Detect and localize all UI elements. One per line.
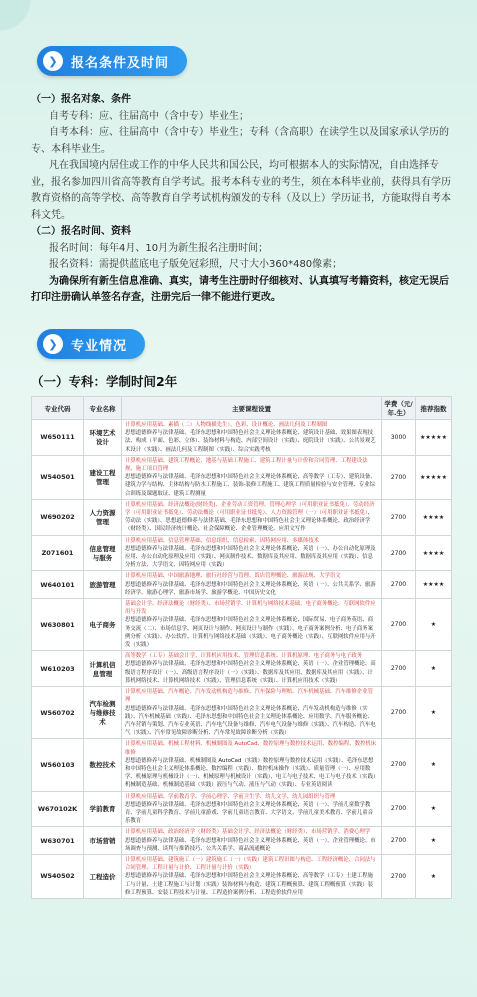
header-courses: 主要课程设置 bbox=[122, 397, 382, 420]
major-rating: ★★★★★ bbox=[416, 455, 452, 499]
core-courses: 计算机应用基础、信息管理基础、信息组织、信息检索、因特网应用、多媒体技术 bbox=[125, 537, 320, 544]
major-courses bbox=[122, 827, 382, 855]
table-header-row bbox=[32, 397, 452, 420]
other-courses: 思想道德修养与法律基础、毛泽东思想和中国特色社会主义理论体系概论、汽车发动机构造与维修（实践）、汽车机械基础（实践）、毛泽东思想和中国特色社会主义理论体系概论、应用数学、汽车服务概论、汽车营销与策划、汽车专业英语、汽车电气设备与维修、汽车电气设备与维修（实践）、汽车构造、汽车电气（实践）、汽车常见故障诊断分析、汽车常见故障诊断分析（实践） bbox=[125, 705, 376, 737]
major-courses bbox=[122, 854, 382, 898]
major-name: 环境艺术设计 bbox=[84, 420, 122, 456]
major-name: 电子商务 bbox=[84, 599, 122, 651]
major-courses bbox=[122, 687, 382, 739]
major-rating: ★★★★ bbox=[416, 571, 452, 599]
major-code: Z071601 bbox=[32, 535, 84, 571]
table-row bbox=[32, 535, 452, 571]
other-courses: 思想道德修养与法律基础、毛泽东思想和中国特色社会主义理论体系概论、英语（一）、企业管理概论、高级语言程序设计（一）、高级语言程序设计（一）（实践）、数据库及其应用、数据库及其应用（实践）、计算机网络技术、计算机网络技术（实践）、管理信息系统（实践）、计算机应用技术（实践） bbox=[125, 661, 376, 684]
text-zhuanke-eligibility: 自考专科：应、往届高中（含中专）毕业生； bbox=[49, 110, 249, 122]
core-courses: 计算机应用基础、素描（二）人物线描先生）、色彩、设计概论、画法几何及工程制图 bbox=[125, 422, 328, 428]
table-row bbox=[32, 791, 452, 827]
major-code: W630801 bbox=[32, 599, 84, 651]
major-fee: 2700 bbox=[382, 651, 416, 687]
subheading-eligibility: （一）报名对象、条件 bbox=[31, 94, 131, 105]
core-courses: 计算机应用基础、经济法概论(财经类)、企业劳动工资管理、管理心理学（可用职业证书抵免）、劳动经济学（可用职业证书抵免）、劳动法概论（可用职业证书抵免）、人力资源管理（一）（可用职业证书抵免） bbox=[125, 501, 375, 517]
core-courses: 计算机应用基础、学前教育学、学前心理学、学前卫生学、幼儿文学、幼儿园组织与管理 bbox=[125, 793, 336, 800]
major-name: 学前教育 bbox=[84, 791, 122, 827]
major-fee: 2700 bbox=[382, 687, 416, 739]
major-rating: ★ bbox=[416, 651, 452, 687]
major-code: W610203 bbox=[32, 651, 84, 687]
chevron-right-icon: ❯ bbox=[43, 334, 63, 354]
other-courses: 思想道德修养与法律基础、毛泽东思想和中国特色社会主义理论体系概论、高等数学（工专）土建工程施工与计量、土建工程施工与计划（实践）装饰材料与构造、建筑工程概预算、建筑工程概预算（实践）装修工程预算、安装工程技术与计量、工程造价案例分析、工程造价软件应用 bbox=[125, 873, 373, 896]
other-courses: 思想道德修养与法律基础、机械制图及 AutoCad（实践）数控原理与数控技术运用（实践）、毛泽东思想和中国特色社会主义理论体系概论、数控编程（实践）、数控机床操作（实践）、质量管理（一）、应用数学、机械原理与机械设计（一）、机械原理与机械设计（实践）、电工与电子技术、电工与电子技术（实践）机械制造基础、机械制造基础（实践）液压与气动、液压与气动（实践）、专业英语阅读 bbox=[125, 757, 376, 789]
header-fee: 学费（元/年.生） bbox=[382, 397, 416, 420]
other-courses: 思想道德修养与法律基础、毛泽东思想和中国特色社会主义理论体系概论、国际贸易、电子商务英语、商务交流（二）、市场信息学、网页设计与制作、网页设计与制作（实践）、电子商务案例分析、电子商务案例分析（实践）、办公软件、计算机与网络技术基础（实践）、电子商务概论（实践）、互联网软件应用与开发（实践） bbox=[125, 617, 376, 649]
major-rating: ★ bbox=[416, 687, 452, 739]
table-row bbox=[32, 571, 452, 599]
core-courses: 基础会计学、经济法概论（财经类）、市场营销学、计算机与网络技术基础、电子商务概论、互联网软件应用与开发 bbox=[125, 601, 376, 616]
major-code: W650111 bbox=[32, 420, 84, 456]
major-code: W670102K bbox=[32, 791, 84, 827]
major-rating: ★ bbox=[416, 599, 452, 651]
corner-decoration bbox=[0, 0, 100, 40]
major-name: 汽车检测与维修技术 bbox=[84, 687, 122, 739]
major-rating: ★★★★★ bbox=[416, 420, 452, 456]
table-row bbox=[32, 599, 452, 651]
zhuanke-title: （一）专科：学制时间2年 bbox=[31, 374, 178, 389]
section-title-conditions: 报名条件及时间 bbox=[71, 55, 170, 71]
major-courses bbox=[122, 499, 382, 535]
header-rating: 推荐指数 bbox=[416, 397, 452, 420]
other-courses: 思想道德修养与法律基础、毛泽东思想和中国特色社会主义理论体系概论、英语（一）、公共关系学、旅游经济学、旅游心理学、旅游市场学、旅游学概论、中国历史文化 bbox=[125, 581, 376, 596]
major-name: 市场营销 bbox=[84, 827, 122, 855]
major-courses bbox=[122, 535, 382, 571]
other-courses: 思想道德修养与法律基础、毛泽东思想和中国特色社会主义理论体系概论、英语（一）、学前儿童数学教育、学前儿童科学教育、学前儿童游戏、学前儿童语言教育、大学语文、学前儿童美术教育、学前儿童音乐教育 bbox=[125, 801, 373, 825]
major-courses bbox=[122, 571, 382, 599]
major-fee: 2700 bbox=[382, 499, 416, 535]
major-rating: ★ bbox=[416, 854, 452, 898]
other-courses: 思想道德修养与法律基础、毛泽东思想和中国特色社会主义理论体系概论、高等数学（工专）、建筑设备、建筑力学与结构、主体结构与防水工程施工、装饰-装修工程施工、建筑工程质量检验与安全管理、专业综合训练及课题取证、建筑工程测量 bbox=[125, 474, 376, 497]
major-rating: ★ bbox=[416, 739, 452, 791]
section-title-majors: 专业情况 bbox=[71, 338, 128, 354]
major-code: W690202 bbox=[32, 499, 84, 535]
major-rating: ★★★★ bbox=[416, 535, 452, 571]
text-registration-materials: 报名资料：需提供蓝底电子版免冠彩照，尺寸大小360*480像素； bbox=[49, 259, 343, 270]
major-fee: 2700 bbox=[382, 854, 416, 898]
table-row bbox=[32, 854, 452, 898]
major-courses bbox=[122, 420, 382, 456]
text-eligibility-detail: 凡在我国境内居住或工作的中华人民共和国公民，均可根据本人的实际情况，自由选择专业，报名参加四川省高等教育自学考试。报考本科专业的考生，须在本科毕业前，获得具有学历教育资格的高等学校、高等教育自学考试机构颁发的专科（及以上）学历证书，方能取得自考本科文凭。 bbox=[31, 160, 451, 221]
major-fee: 3000 bbox=[382, 420, 416, 456]
major-name: 人力资源管理 bbox=[84, 499, 122, 535]
major-name: 建设工程管理 bbox=[84, 455, 122, 499]
major-courses bbox=[122, 651, 382, 687]
major-courses bbox=[122, 599, 382, 651]
text-registration-time: 报名时间：每年4月、10月为新生报名注册时间； bbox=[49, 242, 269, 254]
subheading-time-materials: （二）报名时间、资料 bbox=[31, 226, 131, 237]
major-code: W640101 bbox=[32, 571, 84, 599]
major-fee: 2700 bbox=[382, 739, 416, 791]
major-code: W630701 bbox=[32, 827, 84, 855]
table-row bbox=[32, 651, 452, 687]
table-row bbox=[32, 455, 452, 499]
header-name: 专业名称 bbox=[84, 397, 122, 420]
core-courses: 计算机应用基础、建筑工程概论、地基与基础工程施工、建筑工程计量与计价和合同管理、工程建设法规、施工项目管理 bbox=[125, 457, 368, 473]
major-courses bbox=[122, 455, 382, 499]
header-code: 专业代码 bbox=[32, 397, 84, 420]
major-name: 工程造价 bbox=[84, 854, 122, 898]
major-name: 计算机信息管理 bbox=[84, 651, 122, 687]
table-row bbox=[32, 499, 452, 535]
major-name: 信息管理与服务 bbox=[84, 535, 122, 571]
text-registration-notice: 为确保所有新生信息准确、真实，请考生注册时仔细核对、认真填写考籍资料，核定无误后打印注册确认单签名存查，注册完后一律不能进行更改。 bbox=[31, 275, 449, 303]
major-courses bbox=[122, 739, 382, 791]
core-courses: 计算机应用基础、政治经济学（财经类）基础会计学、经济法概论（财经类）、市场营销学、消费心理学 bbox=[125, 829, 371, 836]
table-row bbox=[32, 739, 452, 791]
core-courses: 计算机应用基础、中国旅游地理、旅行社经营与管理、饭店管理概论、旅游法规、大学语文 bbox=[125, 573, 341, 580]
major-rating: ★ bbox=[416, 827, 452, 855]
core-courses: 计算机应用基础、机械工程材料、机械制图及 AutoCad、数控原理与数控技术运用、数控编程、数控机床维修 bbox=[125, 741, 377, 756]
section-header-conditions bbox=[37, 46, 187, 76]
major-fee: 2700 bbox=[382, 791, 416, 827]
major-fee: 2700 bbox=[382, 571, 416, 599]
major-code: W560103 bbox=[32, 739, 84, 791]
other-courses: 思想道德修养与法律基础、毛泽东思想和中国特色社会主义理论体系概论、英语（一）、企业管理概论、市场调查与预测、谈判与推销技巧、公共关系学、商品流通概论 bbox=[125, 837, 376, 852]
core-courses: 计算机应用基础、汽车概论、汽车发动机构造与维修、汽车保险与理赔、汽车机械基础、汽车维修企业管理 bbox=[125, 689, 373, 704]
major-rating: ★★★★ bbox=[416, 499, 452, 535]
major-fee: 2700 bbox=[382, 455, 416, 499]
major-code: W540501 bbox=[32, 455, 84, 499]
table-row bbox=[32, 687, 452, 739]
major-name: 旅游管理 bbox=[84, 571, 122, 599]
major-code: W540502 bbox=[32, 854, 84, 898]
table-row bbox=[32, 420, 452, 456]
other-courses: 思想道德修养与法律基础、毛泽东思想和中国特色社会主义理论体系概论、建筑设计基础、效果图表现技法、构成（平面、色彩、立体）、装饰材料与构造、内部空间设计（实践）、庭院设计（实践）、公共景观艺术设计（实践）、画法几何及工程制图（实践）、综合实践考核 bbox=[125, 430, 376, 453]
major-rating: ★ bbox=[416, 791, 452, 827]
section-header-majors bbox=[37, 329, 145, 359]
core-courses: 高等数学（工专）基础会计学、计算机应用技术、管理信息系统、计算机原理、电子商务与电子政务 bbox=[125, 653, 363, 660]
major-fee: 2700 bbox=[382, 827, 416, 855]
core-courses: 计算机应用基础、建筑施工（一）建筑施工（一）（实践）建筑工程识图与构造、工程经济概论、合同法与合同管理、工程计量与计价、工程计量与计价（实践） bbox=[125, 856, 376, 872]
major-code: W560702 bbox=[32, 687, 84, 739]
conditions-block bbox=[31, 92, 451, 307]
major-fee: 2700 bbox=[382, 535, 416, 571]
majors-table bbox=[31, 396, 452, 899]
chevron-right-icon: ❯ bbox=[43, 51, 63, 71]
major-name: 数控技术 bbox=[84, 739, 122, 791]
other-courses: 、劳动法（实践）、思想道德修养与法律基础、毛泽东思想和中国特色社会主义理论体系概论、政治经济学（财经类）、国民经济统计概论、社会保障概论、企业管理概论、应用文写作 bbox=[125, 510, 373, 533]
other-courses: 思想道德修养与法律基础、毛泽东思想和中国特色社会主义理论体系概论、英语（一）、办公自动化原理及应用、办公自动化原理及应用（实践）、网页制作技术、数据库及其应用、数据库及其应用（实践）、信息分析方法、大学语文、因特网应用（实践） bbox=[125, 545, 376, 569]
table-row bbox=[32, 827, 452, 855]
major-fee: 2700 bbox=[382, 599, 416, 651]
text-benke-eligibility: 自考本科：应、往届高中（含中专）毕业生；专科（含高职）在读学生以及国家承认学历的专、本科毕业生。 bbox=[31, 127, 449, 155]
major-courses bbox=[122, 791, 382, 827]
